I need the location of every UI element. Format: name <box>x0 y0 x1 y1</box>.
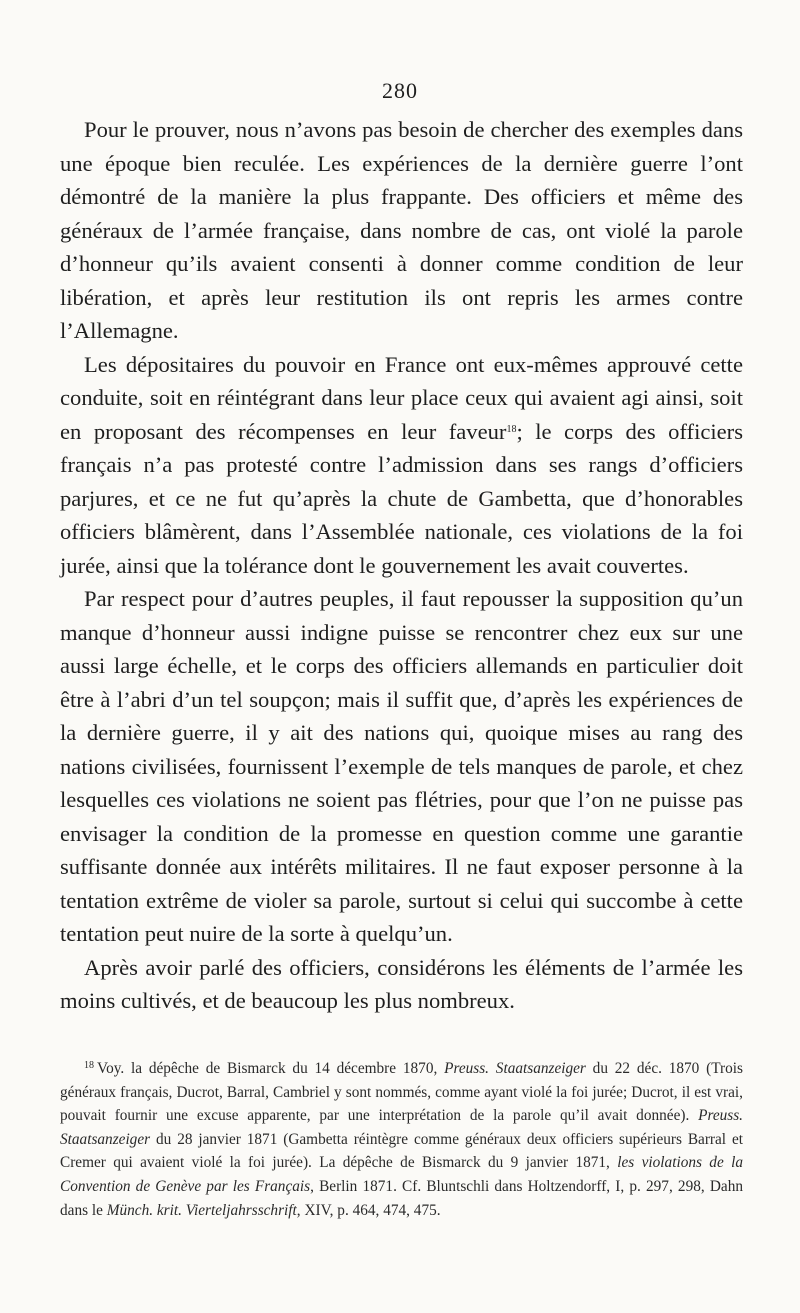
paragraph: Pour le prouver, nous n’avons pas besoin de chercher des exemples dans une époque bien reculée. Les expériences de la dernière guerre l’ont démontré de la manière la plus frappante. Des officiers et même des généraux de l’armée française, dans nombre de cas, ont violé la parole d’honneur qu’ils avaient consenti à donner comme condition de leur libération, et après leur restitution ils ont repris les armes contre l’Allemagne. <box>60 117 743 343</box>
footnote-text: , Berlin 1871. Cf. Bluntschli dans Holtzendorff, I, p. 297, 298, Dahn dans le <box>60 1177 743 1219</box>
footnote-text: du 28 janvier 1871 (Gambetta réintègre comme généraux deux officiers supérieurs Barral et Cremer qui avaient violé la foi jurée). La dépêche de Bismarck du 9 janvier 1871, <box>60 1130 743 1172</box>
paragraph: Après avoir parlé des officiers, considérons les éléments de l’armée les moins cultivés, et de beaucoup les plus nombreux. <box>60 954 743 1013</box>
footnote-citation: Münch. krit. Vierteljahrsschrift <box>106 1201 297 1219</box>
paragraph <box>60 348 743 583</box>
footnote-reference: 18 <box>506 423 517 435</box>
footnote-text: , XIV, p. 464, 474, 475. <box>296 1201 441 1219</box>
body-text <box>60 113 743 1018</box>
footnote-text: du 22 déc. 1870 (Trois généraux français, Ducrot, Barral, Cambriel y sont nommés, comme ayant violé la foi jurée; Ducrot, il est vrai, pouvait fournir une excuse apparente, par une interprétation de la parole qu’il avait donnée). <box>60 1060 743 1125</box>
footnotes <box>60 1057 743 1222</box>
footnote-citation: Preuss. Staatsanzeiger <box>444 1060 586 1077</box>
paragraph-text: ; le corps des officiers français n’a pas protesté contre l’admission dans ses rangs d’officiers parjures, et ce ne fut qu’après la chute de Gambetta, que d’honorables officiers blâmèrent, dans l’Assemblée nationale, ces violations de la foi jurée, ainsi que la tolérance dont le gouvernement les avait couvertes. <box>60 418 743 578</box>
page-number: 280 <box>382 78 418 103</box>
footnote-citation: les violations de la Convention de Genève par les Français <box>60 1154 743 1195</box>
footnote-number: 18 <box>84 1060 94 1071</box>
paragraph: Par respect pour d’autres peuples, il faut repousser la supposition qu’un manque d’honneur aussi indigne puisse se rencontrer chez eux sur une aussi large échelle, et le corps des officiers allemands en particulier doit être à l’abri d’un tel soupçon; mais il suffit que, d’après les expériences de la dernière guerre, il y ait des nations qui, quoique mises au rang des nations civilisées, fournissent l’exemple de tels manques de parole, et chez lesquelles ces violations ne soient pas flétries, pour que l’on ne puisse pas envisager la condition de la promesse en question comme une garantie suffisante donnée aux intérêts militaires. Il ne faut exposer personne à la tentation extrême de violer sa parole, surtout si celui qui succombe à cette tentation peut nuire de la sorte à quelqu’un. <box>60 586 743 946</box>
paragraph-text: Les dépositaires du pouvoir en France ont eux-mêmes approuvé cette conduite, soit en réintégrant dans leur place ceux qui avaient agi ainsi, soit en proposant des récompenses en leur faveur <box>60 351 743 444</box>
footnote-citation: Preuss. Staatsanzeiger <box>60 1107 743 1148</box>
footnote <box>60 1057 743 1222</box>
footnote-text: Voy. la dépêche de Bismarck du 14 décembre 1870, <box>97 1060 445 1077</box>
